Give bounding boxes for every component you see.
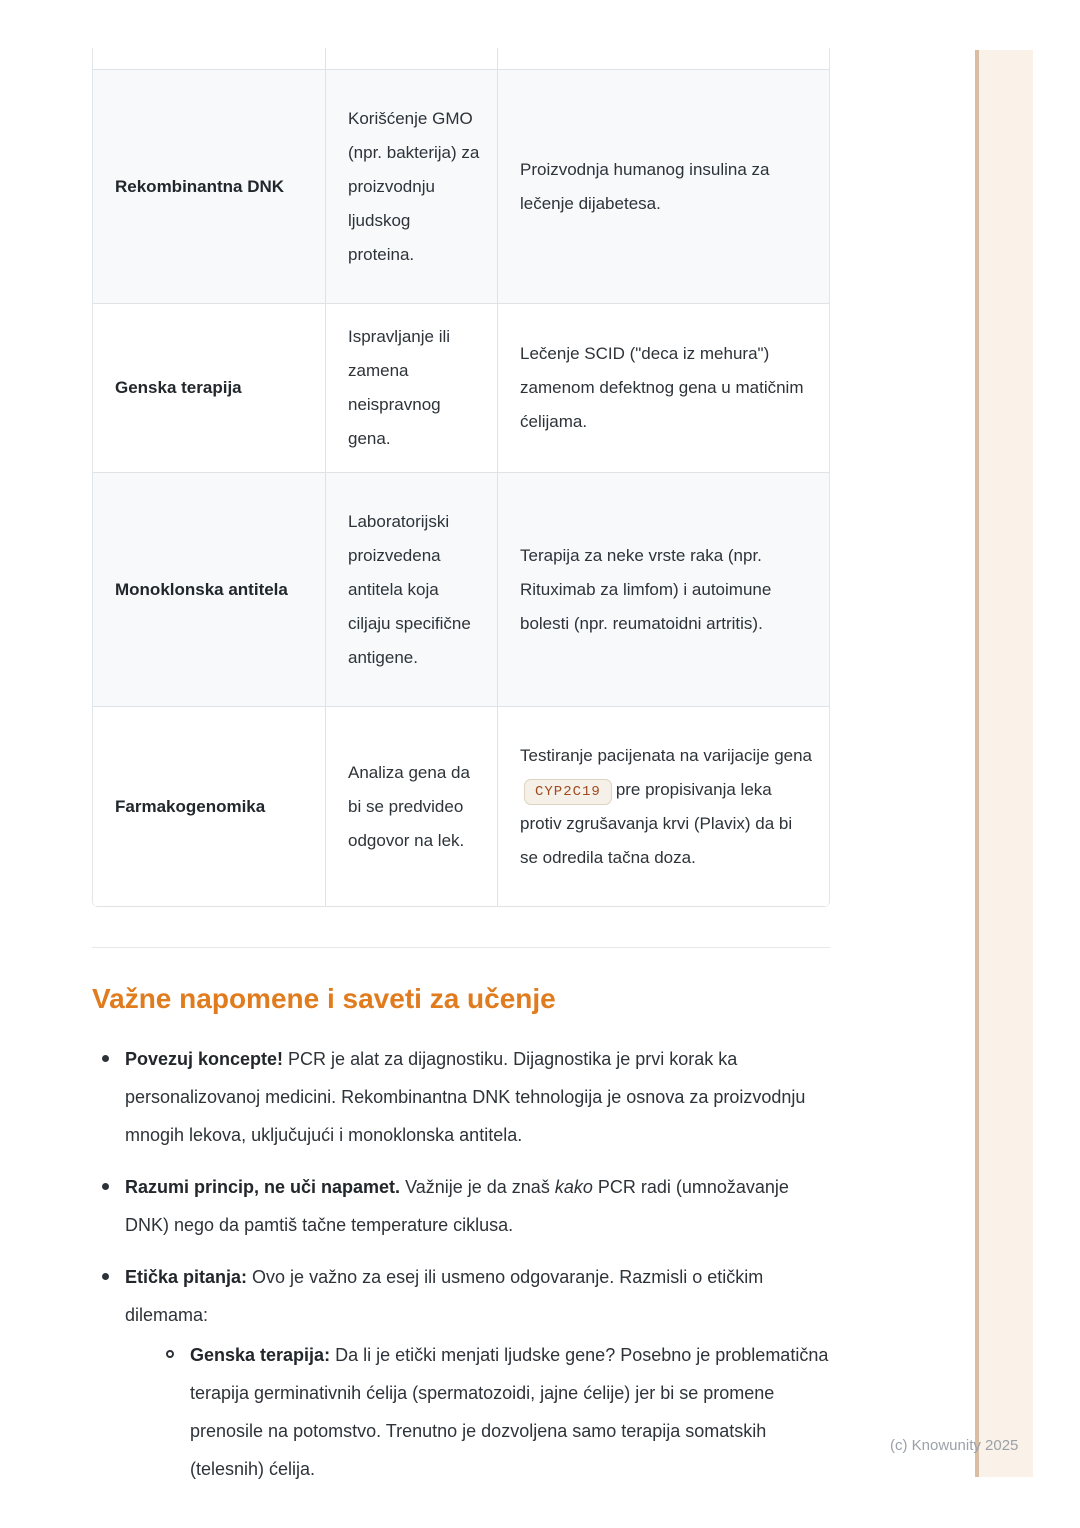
table-row — [93, 707, 829, 907]
sub-note-text: Da li je etički menjati ljudske gene? Posebno je problematična terapija germinativnih ćelija (spermatozoidi, jajne ćelije) jer bi se promene prenosile na potomstvo. Trenutno je dozvoljena samo terapija somatskih (telesnih) ćelija. — [190, 1345, 829, 1479]
bullet-dot-icon — [102, 1183, 109, 1190]
table-cell-mechanism — [326, 70, 498, 303]
term-label: Monoklonska antitela — [115, 579, 288, 599]
table-cell-mechanism — [326, 473, 498, 706]
section-divider — [92, 947, 830, 948]
note-lead: Etička pitanja: — [125, 1267, 248, 1287]
term-label: Genska terapija — [115, 378, 242, 397]
table-cell — [93, 48, 326, 69]
bullet-dot-icon — [102, 1055, 109, 1062]
bullet-dot-icon — [102, 1273, 109, 1280]
table-cell — [326, 48, 498, 69]
note-text: PCR radi (umnožavanje DNK) nego da pamtiš tačne temperature ciklusa. — [125, 1177, 789, 1235]
mechanism-text: Ispravljanje ili zamena neispravnog gena. — [348, 327, 451, 448]
note-item — [92, 1040, 837, 1154]
mechanism-text: Laboratorijski proizvedena antitela koja ciljaju specifične antigene. — [348, 511, 471, 667]
sub-notes-list — [125, 1336, 837, 1488]
copyright-text: (c) Knowunity 2025 — [890, 1437, 1019, 1454]
term-label: Farmakogenomika — [115, 796, 266, 816]
mechanism-text: Korišćenje GMO (npr. bakterija) za proizvodnju ljudskog proteina. — [348, 108, 480, 264]
table-cell-term — [93, 70, 326, 303]
study-notes-list — [92, 1040, 837, 1502]
note-item — [92, 1168, 837, 1244]
table-cell-example — [498, 304, 829, 472]
table-row — [93, 473, 829, 707]
table-cell-mechanism — [326, 304, 498, 472]
example-text — [520, 739, 813, 875]
table-cell-example — [498, 707, 829, 906]
note-text: Važnije je da znaš — [400, 1177, 555, 1197]
sub-note-lead: Genska terapija: — [190, 1345, 331, 1365]
note-lead: Razumi princip, ne uči napamet. — [125, 1177, 401, 1197]
term-label: Rekombinantna DNK — [115, 176, 285, 196]
example-text: Lečenje SCID ("deca iz mehura") zamenom defektnog gena u matičnim ćelijama. — [520, 344, 804, 431]
example-text-after: pre propisivanja leka protiv zgrušavanja krvi (Plavix) da bi se odredila tačna doza. — [520, 779, 793, 867]
note-text: PCR je alat za dijagnostiku. Dijagnostika je prvi korak ka personalizovanoj medicini. Rekombinantna DNK tehnologija je osnova za proizvodnju mnogih lekova, uključujući i monoklonska antitela. — [125, 1049, 806, 1145]
example-text: Terapija za neke vrste raka (npr. Rituximab za limfom) i autoimune bolesti (npr. reumatoidni artritis). — [520, 545, 772, 633]
table-cell — [498, 48, 829, 69]
decorative-margin-bar — [975, 50, 1033, 1477]
note-item — [92, 1258, 837, 1488]
example-text: Proizvodnja humanog insulina za lečenje dijabetesa. — [520, 159, 770, 213]
table-row — [93, 304, 829, 473]
example-text-before: Testiranje pacijenata na varijacije gena — [520, 745, 813, 765]
biotech-applications-table — [92, 48, 830, 907]
table-cell-term — [93, 707, 326, 906]
table-cell-example — [498, 473, 829, 706]
note-lead: Povezuj koncepte! — [125, 1049, 284, 1069]
table-cell-term — [93, 473, 326, 706]
table-row-partial — [93, 48, 829, 70]
bullet-circle-icon — [166, 1350, 174, 1358]
sub-note-item — [157, 1336, 837, 1488]
section-heading: Važne napomene i saveti za učenje — [92, 983, 556, 1014]
note-italic-word: kako — [554, 1177, 593, 1197]
table-cell-mechanism — [326, 707, 498, 906]
table-cell-example — [498, 70, 829, 303]
table-row — [93, 70, 829, 304]
table-cell-term — [93, 304, 326, 472]
mechanism-text: Analiza gena da bi se predvideo odgovor na lek. — [348, 762, 470, 850]
note-text: Ovo je važno za esej ili usmeno odgovaranje. Razmisli o etičkim dilemama: — [125, 1267, 764, 1325]
gene-code-chip: CYP2C19 — [524, 779, 612, 805]
